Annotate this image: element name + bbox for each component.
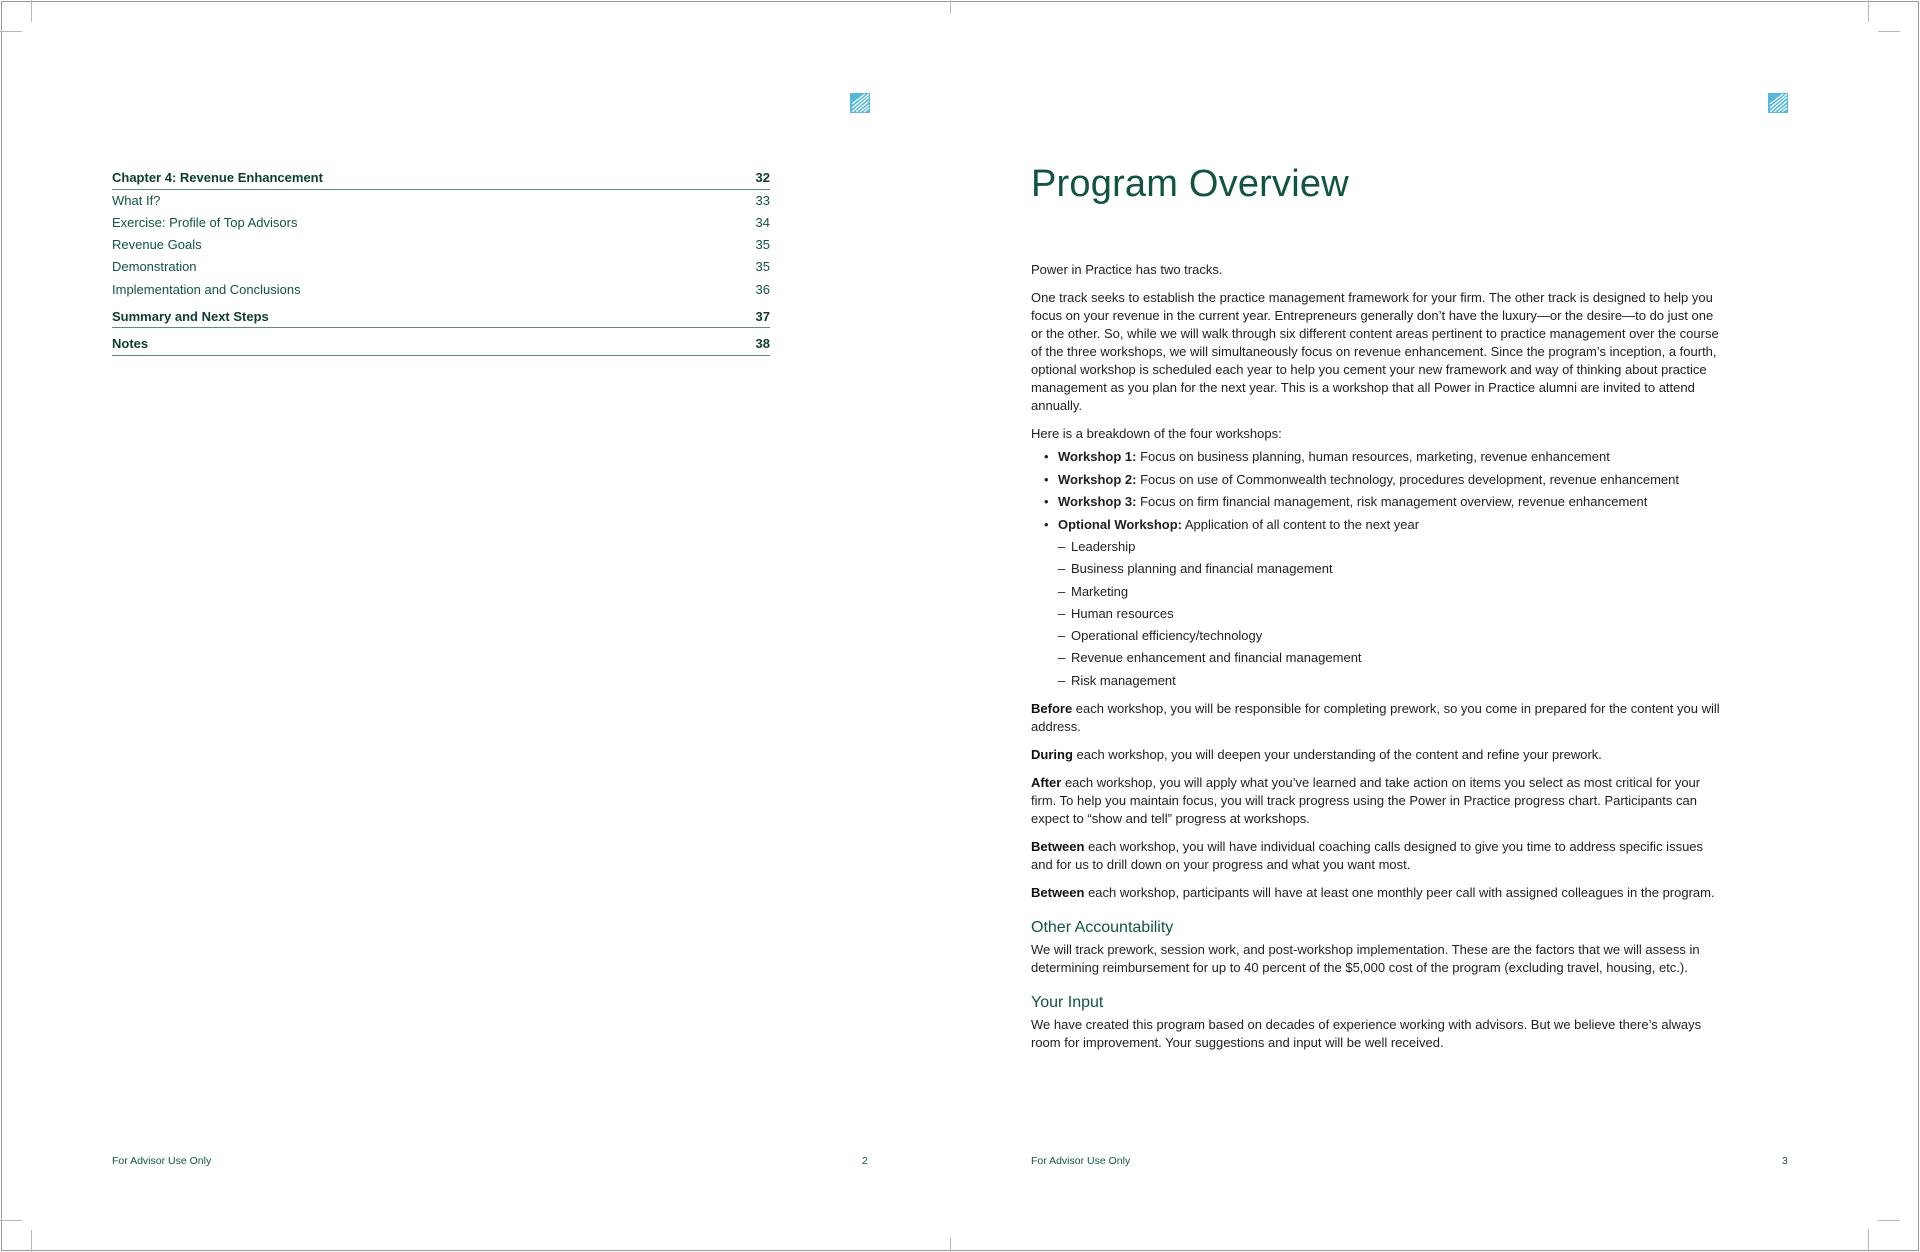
accountability-paragraph: We will track prework, session work, and post-workshop implementation. These are the factors that we will assess in determining reimbursement for up to 40 percent of the $5,000 cost of the program (excluding travel, housing, etc.).	[1031, 942, 1700, 976]
toc-entry-title: Chapter 4: Revenue Enhancement	[112, 170, 323, 185]
toc-entry[interactable]	[112, 234, 770, 256]
toc-entry-title: Demonstration	[112, 259, 197, 275]
breakdown-lead: Here is a breakdown of the four workshops:	[1031, 426, 1282, 441]
phase-label: Between	[1031, 885, 1085, 901]
toc-entry-page: 37	[755, 308, 770, 324]
footer-label: For Advisor Use Only	[1031, 1155, 1131, 1167]
phase-paragraph	[1031, 884, 1721, 902]
toc-entry-title: Implementation and Conclusions	[112, 281, 301, 297]
toc-entry-page: 34	[755, 214, 770, 230]
page-left	[0, 0, 958, 1252]
phase-paragraph	[1031, 774, 1721, 828]
phase-paragraph	[1031, 700, 1721, 736]
toc-entry-title: Revenue Goals	[112, 237, 202, 253]
toc-entry[interactable]	[112, 307, 770, 329]
workshop-description: Focus on use of Commonwealth technology, procedures development, revenue enhancement	[1136, 471, 1679, 487]
toc-entry-page: 36	[755, 281, 770, 297]
input-heading: Your Input	[1031, 994, 1104, 1012]
topic-item: – Leadership	[1031, 538, 1721, 560]
phase-paragraph	[1031, 838, 1721, 874]
phase-label: Between	[1031, 839, 1085, 855]
topic-item: – Business planning and financial management	[1031, 560, 1721, 582]
topic-item: – Risk management	[1031, 672, 1721, 694]
toc-entry-page: 35	[755, 259, 770, 275]
toc-entry-title: What If?	[112, 192, 161, 208]
input-paragraph: We have created this program based on decades of experience working with advisors. But we believe there’s always room for improvement. Your suggestions and input will be well received.	[1031, 1017, 1702, 1051]
phase-label: After	[1031, 775, 1062, 791]
brand-logo-icon	[1768, 93, 1788, 113]
brand-logo-icon	[850, 93, 870, 113]
topic-item: – Human resources	[1031, 605, 1721, 627]
toc-entry-title: Summary and Next Steps	[112, 308, 269, 324]
phase-label: During	[1031, 747, 1073, 763]
phase-text: each workshop, participants will have at least one monthly peer call with assigned colleagues in the program.	[1084, 885, 1715, 901]
phase-text: each workshop, you will have individual coaching calls designed to give you time to address specific issues and for us to drill down on your progress and what you want most.	[1031, 839, 1704, 873]
workshop-item	[1031, 493, 1721, 516]
footer-label: For Advisor Use Only	[112, 1155, 212, 1167]
workshop-label: Workshop 1:	[1058, 449, 1137, 464]
workshop-label: Optional Workshop:	[1058, 516, 1182, 532]
accountability-heading: Other Accountability	[1031, 919, 1174, 937]
page-number: 3	[1782, 1155, 1788, 1167]
page-title: Program Overview	[1031, 163, 1349, 205]
intro-paragraph: Power in Practice has two tracks.	[1031, 262, 1223, 277]
workshop-label: Workshop 3:	[1058, 494, 1137, 509]
main-content	[1031, 160, 1721, 1062]
optional-workshop-topics	[1031, 538, 1721, 694]
page-number: 2	[862, 1155, 868, 1167]
toc-entry[interactable]	[112, 334, 770, 356]
phase-paragraph	[1031, 746, 1721, 764]
topic-item: – Operational efficiency/technology	[1031, 627, 1721, 649]
workshop-list	[1031, 448, 1721, 538]
toc-entry-title: Notes	[112, 336, 149, 352]
workshop-item	[1031, 516, 1721, 539]
workshop-description: Focus on business planning, human resources, marketing, revenue enhancement	[1136, 449, 1610, 464]
topic-item: – Marketing	[1031, 583, 1721, 605]
phase-text: each workshop, you will deepen your understanding of the content and refine your prework.	[1072, 747, 1602, 763]
phase-text: each workshop, you will be responsible for completing prework, so you come in prepared for the content you will address.	[1031, 701, 1720, 735]
toc-entry[interactable]	[112, 279, 770, 301]
workshop-item	[1031, 448, 1721, 471]
workshop-phases	[1031, 700, 1721, 902]
toc-entry-page: 32	[755, 170, 770, 185]
phase-text: each workshop, you will apply what you’ve learned and take action on items you select as most critical for your firm. To help you maintain focus, you will track progress using the Power in Practice progress chart. Participants can expect to “show and tell” progress at workshops.	[1031, 775, 1701, 827]
workshop-description: Application of all content to the next year	[1181, 516, 1420, 532]
toc-entry[interactable]	[112, 256, 770, 278]
page-right	[958, 0, 1920, 1252]
workshop-item	[1031, 471, 1721, 494]
toc-entry-page: 33	[755, 192, 770, 208]
workshop-label: Workshop 2:	[1058, 471, 1137, 487]
phase-label: Before	[1031, 701, 1073, 717]
topic-item: – Revenue enhancement and financial management	[1031, 649, 1721, 671]
workshop-description: Focus on firm financial management, risk management overview, revenue enhancement	[1136, 494, 1648, 509]
toc-entry[interactable]	[112, 212, 770, 234]
toc-entry-page: 35	[755, 237, 770, 253]
toc-entry[interactable]	[112, 168, 770, 190]
table-of-contents	[112, 168, 770, 356]
tracks-paragraph: One track seeks to establish the practice management framework for your firm. The other track is designed to help you focus on your revenue in the current year. Entrepreneurs generally don’t have the luxury—or the desire—to do just one or the other. So, while we will walk through six different content areas pertinent to practice management over the course of the three workshops, we will simultaneously focus on revenue enhancement. Since the program’s inception, a fourth, optional workshop is scheduled each year to help you cement your new framework and way of thinking about practice management as you plan for the next year. This is a workshop that all Power in Practice alumni are invited to attend annually.	[1031, 290, 1719, 413]
toc-entry-page: 38	[755, 336, 770, 352]
toc-entry-title: Exercise: Profile of Top Advisors	[112, 214, 298, 230]
toc-entry[interactable]	[112, 190, 770, 212]
